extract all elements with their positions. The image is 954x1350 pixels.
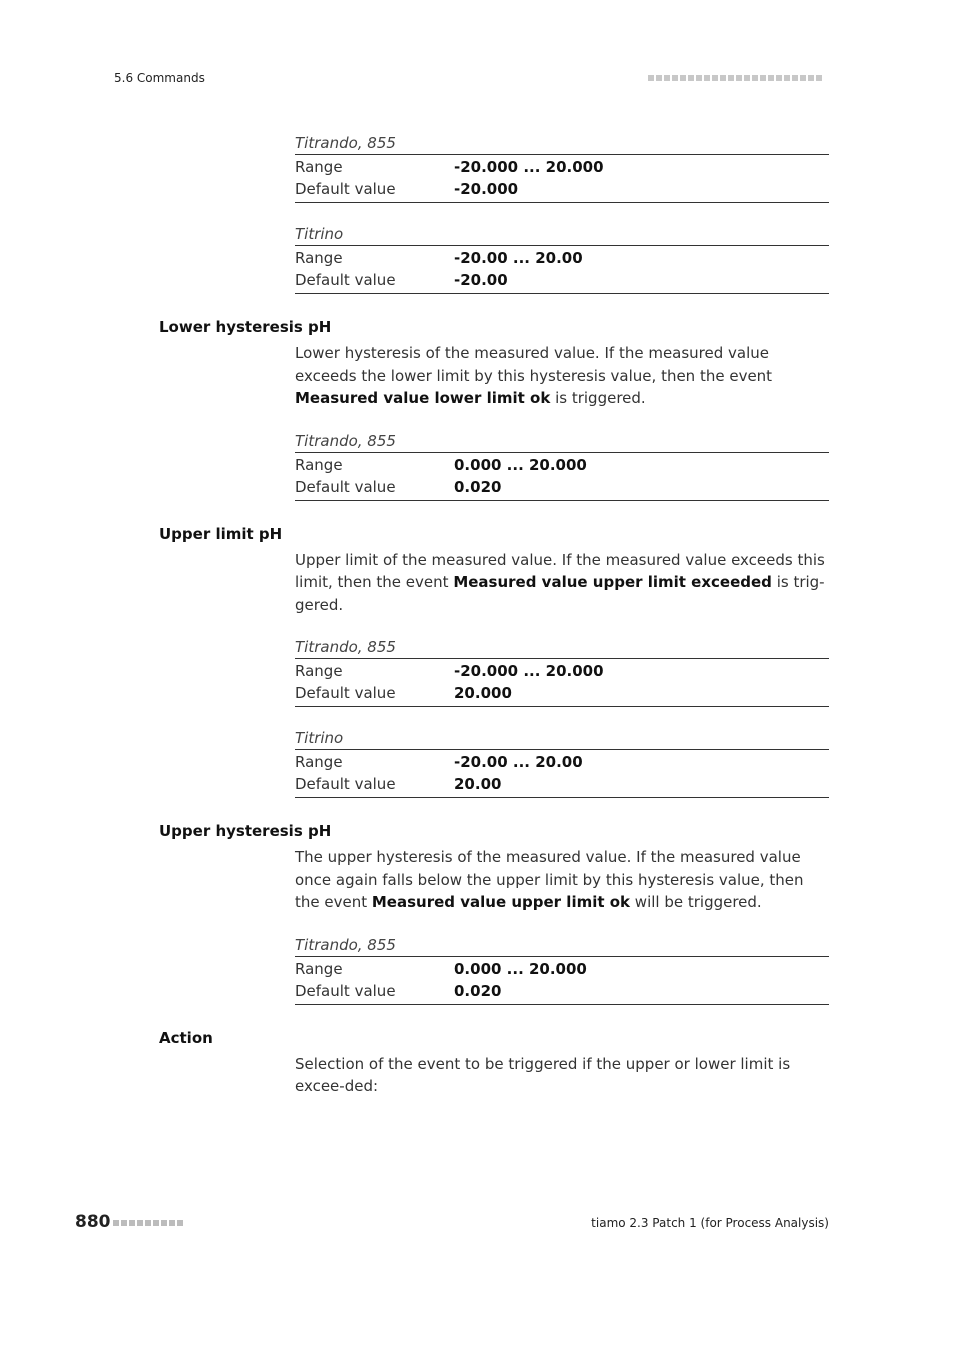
range-label: Range [295,455,343,474]
section-title-action: Action [159,1028,213,1047]
param-table [295,430,829,501]
range-label: Range [295,249,343,267]
table-title: Titrando, 855 [295,638,396,656]
range-value: -20.00 ... 20.00 [454,249,583,267]
default-value: 0.020 [454,981,502,1000]
table-row [295,269,829,291]
table-row [295,476,829,498]
default-value: 20.000 [454,684,512,702]
section-title-upper-limit: Upper limit pH [159,524,283,543]
footer-product: tiamo 2.3 Patch 1 (for Process Analysis) [591,1216,829,1230]
range-value: -20.000 ... 20.000 [454,158,604,176]
table-title: Titrino [295,225,344,243]
range-label: Range [295,662,343,680]
default-value: 0.020 [454,477,502,496]
header-decoration [648,75,822,81]
section-title-lower-hysteresis: Lower hysteresis pH [159,318,332,336]
range-label: Range [295,158,343,176]
section-description: Lower hysteresis of the measured value. If the measured value exceeds the lower limit by this hysteresis value, then the event Measured value lower limit ok is triggered. [295,344,773,407]
default-label: Default value [295,477,396,496]
table-row [295,247,829,269]
section-description: Selection of the event to be triggered if the upper or lower limit is excee-ded: [295,1054,791,1095]
range-value: 0.000 ... 20.000 [454,455,587,474]
range-label: Range [295,753,343,771]
table-row [295,773,829,795]
default-label: Default value [295,981,396,1000]
table-row [295,178,829,200]
table-title: Titrino [295,729,344,747]
default-label: Default value [295,775,396,793]
section-description: The upper hysteresis of the measured value. If the measured value once again falls below the upper limit by this hysteresis value, then the event Measured value upper limit ok will be triggered. [295,848,804,911]
param-table [295,132,829,203]
param-table [295,636,829,707]
footer-decoration [113,1220,183,1226]
table-row [295,156,829,178]
param-table [295,223,829,294]
default-label: Default value [295,271,396,289]
param-table [295,934,829,1005]
param-table [295,727,829,798]
page-content [159,132,829,1098]
table-row [295,980,829,1002]
page-number: 880 [75,1212,111,1232]
default-value: -20.000 [454,180,519,198]
range-label: Range [295,959,343,978]
range-value: -20.000 ... 20.000 [454,662,604,680]
default-label: Default value [295,180,396,198]
table-title: Titrando, 855 [295,134,396,152]
table-row [295,751,829,773]
section-description: Upper limit of the measured value. If the measured value exceeds this limit, then the event Measured value upper limit exceeded is trig-gered. [295,550,825,614]
default-value: 20.00 [454,775,502,793]
table-row [295,958,829,980]
default-label: Default value [295,684,396,702]
header-section: 5.6 Commands [114,71,205,85]
range-value: 0.000 ... 20.000 [454,959,587,978]
range-value: -20.00 ... 20.00 [454,753,583,771]
table-title: Titrando, 855 [295,431,396,450]
default-value: -20.00 [454,271,508,289]
table-row [295,454,829,476]
table-row [295,660,829,682]
table-title: Titrando, 855 [295,935,396,954]
table-row [295,682,829,704]
section-title-upper-hysteresis: Upper hysteresis pH [159,822,332,840]
